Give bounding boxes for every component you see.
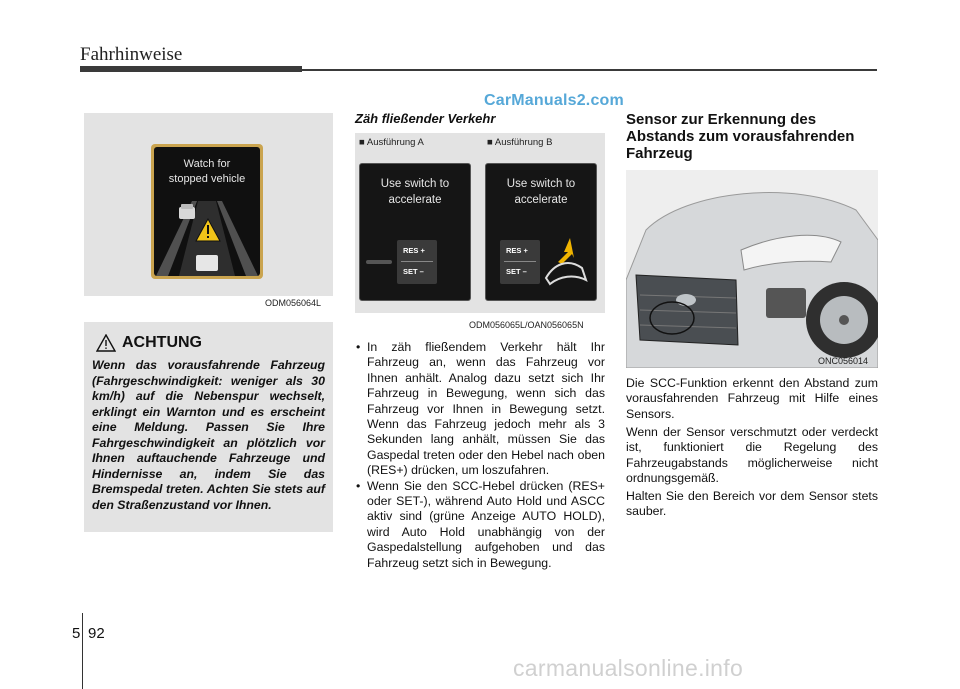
figure-stopped-vehicle — [84, 113, 333, 296]
footer-divider — [82, 613, 83, 689]
cluster-display-text: Watch for stopped vehicle — [168, 158, 246, 185]
switch-panel-b: Use switch to accelerate RES + SET – — [485, 163, 597, 301]
section-title-traffic: Zäh fließender Verkehr — [355, 111, 496, 126]
scc-lever-a: RES + SET – — [397, 240, 437, 284]
scc-lever-b: RES + SET – — [500, 240, 540, 284]
cluster-display-frame — [151, 144, 263, 279]
brand-emblem — [676, 294, 696, 306]
switch-panel-a: Use switch to accelerate RES + SET – — [359, 163, 471, 301]
watermark-link-top[interactable]: CarManuals2.com — [484, 92, 624, 109]
figure-switch-accelerate — [355, 133, 605, 331]
chapter-number: 5 — [72, 625, 81, 642]
figure3-code: ONC056014 — [818, 356, 869, 366]
warning-text: Wenn das vorausfahrende Fahrzeug (Fahrgeschwindigkeit: weniger als 30 km/h) auf die Nebenspur wechselt, erklingt ein Warnton und es erscheint eine Meldung. Passen Sie Ihre Fahrgeschwindigkeit an plötzlich vor Ihnen auftauchende Fahrzeuge und Hindernisse an, indem Sie das Bremspedal treten. Achten Sie stets auf den Straßenzustand vor Ihnen. — [92, 358, 325, 512]
page-number: 92 — [88, 625, 105, 642]
warning-title: ACHTUNG — [122, 334, 202, 351]
sensor-paragraph-3: Halten Sie den Bereich vor dem Sensor stets sauber. — [626, 489, 878, 519]
variant-b-label: ■ Ausführung B — [487, 137, 553, 148]
header-rule-thick — [80, 66, 302, 72]
header-rule-thin — [300, 69, 877, 71]
figure-vehicle-sensor — [626, 170, 878, 368]
section-title-sensor: Sensor zur Erkennung des Abstands zum vorausfahrenden Fahrzeug — [626, 111, 855, 162]
list-item: • In zäh fließendem Verkehr hält Ihr Fahrzeug an, wenn das Fahrzeug vor Ihnen anhält. Analog dazu setzt sich Ihr Fahrzeug in Bewegung, wenn sich das Fahrzeug vor Ihnen in Bewegung setzt. Wenn das Fahrzeug jedoch mehr als 3 Sekunden lang anhält, müssen Sie das Gaspedal treten oder den Hebel nach oben (RES+) drücken, um loszufahren. — [355, 340, 605, 479]
lever-slot-a — [366, 260, 392, 264]
sensor-paragraph-1: Die SCC-Funktion erkennt den Abstand zum vorausfahrenden Fahrzeug mit Hilfe eines Sensors. — [626, 376, 878, 421]
watermark-link-bottom[interactable]: carmanualsonline.info — [513, 655, 744, 681]
page-header-title: Fahrhinweise — [80, 44, 183, 65]
cluster-display — [154, 147, 260, 276]
caution-triangle-icon — [96, 334, 116, 352]
vehicle-front-graphic — [626, 170, 878, 368]
traffic-bullet-list — [355, 340, 605, 571]
road-scene-graphic — [154, 147, 260, 276]
figure2-code: ODM056065L/OAN056065N — [469, 320, 584, 330]
list-item: • Wenn Sie den SCC-Hebel drücken (RES+ oder SET-), während Auto Hold und ASCC aktiv sind (grüne Anzeige AUTO HOLD), wird Auto Hold unabhängig von der Gaspedalstellung aufgehoben und das Fahrzeug setzt sich in Bewegung. — [355, 479, 605, 571]
sensor-paragraph-2: Wenn der Sensor verschmutzt oder verdeckt ist, funktioniert die Regelung des Fahrzeugabstands möglicherweise nicht ordnungsgemäß. — [626, 425, 878, 486]
push-arrow-icon — [542, 234, 594, 288]
fog-lamp-housing — [766, 288, 806, 318]
variant-a-label: ■ Ausführung A — [359, 137, 424, 148]
own-car-icon — [196, 255, 218, 271]
warning-header — [92, 332, 325, 354]
warning-box — [84, 322, 333, 532]
figure1-code: ODM056064L — [265, 298, 322, 308]
